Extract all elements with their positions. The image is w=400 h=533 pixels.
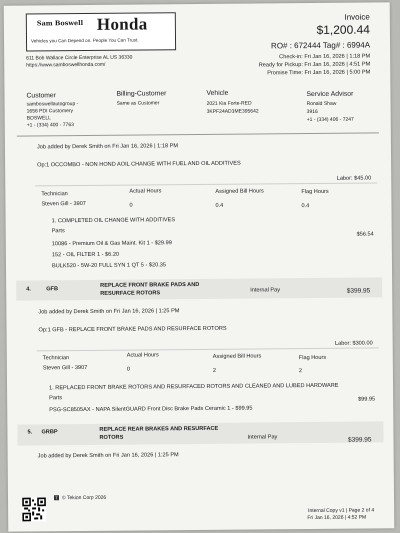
job5-total: $399.95 — [347, 436, 372, 444]
job4-operation: Op:1 GFB - REPLACE FRONT BRAKE PADS AND RESURFACE ROTORS — [38, 325, 227, 334]
job3-part-1: 10086 - Premium Oil & Gas Maint. Kit 1 - $29.99 — [51, 240, 172, 248]
job3-parts-total: $56.54 — [356, 231, 374, 238]
logo-name-big: Honda — [96, 14, 148, 34]
promise-time: Promise Time: Fri Jan 16, 2026 | 5:00 PM — [267, 69, 371, 77]
checkin-time: Check-in: Fri Jan 16, 2026 | 1:18 PM — [279, 53, 371, 61]
vehicle-model: 2021 Kia Forte-RED — [206, 100, 252, 107]
footer-copyright: © Tekion Corp 2026 — [61, 494, 107, 502]
customer-header: Customer — [26, 92, 56, 100]
job4-billed: 2 — [212, 367, 217, 374]
job3-actual: 0 — [129, 202, 133, 209]
invoice-label: Invoice — [344, 12, 370, 22]
job3-col-technician: Technician — [41, 191, 68, 198]
job4-parts-label: Parts — [49, 395, 63, 402]
job3-tech: Steven Gill - 3907 — [41, 200, 86, 208]
billing-value: Same as Customer — [116, 100, 160, 107]
logo-tagline: Vehicles you Can Depend on. People You Can Trust. — [30, 37, 139, 44]
vehicle-vin: 3KPF24AD3ME395642 — [206, 108, 259, 115]
advisor-name: Ronald Shaw — [306, 100, 337, 108]
shop-website: https://www.samboswellhonda.com/ — [26, 61, 106, 69]
job5-number: 5. — [27, 429, 33, 436]
job5-desc-2: ROTORS — [99, 434, 124, 441]
job4-parts-total: $99.95 — [358, 396, 376, 403]
job4-number: 4. — [26, 286, 31, 293]
job3-added-by: Job added by Derek Smith on Fri Jan 16, 2026 | 1:18 PM — [36, 143, 179, 151]
job5-added-by: Job added by Derek Smith on Fri Jan 16, 2026 | 1:25 PM — [37, 452, 179, 460]
advisor-phone: +1 - (334) 406 - 7247 — [306, 116, 354, 124]
job4-part-1: PSG-SC8505AX - NAPA SilentGUARD Front Disc Brake Pads Ceramic 1 - $99.95 — [49, 405, 253, 414]
ro-tag-line: RO# : 672444 Tag# : 6994A — [270, 40, 371, 51]
job5-code: GRBP — [41, 429, 58, 436]
job4-desc-1: REPLACE FRONT BRAKE PADS AND — [100, 281, 200, 289]
tekion-logo-icon: T — [55, 495, 58, 501]
job4-actual: 0 — [126, 366, 131, 373]
job3-billed: 0.4 — [215, 202, 224, 209]
job4-note: 1. REPLACED FRONT BRAKE ROTORS AND RESURFACED ROTORS AND CLEANED AND LUBED HARDWARE — [49, 382, 339, 392]
job3-part-3: BULK520 - 5W-20 FULL SYN 1 QT 5 - $20.35 — [51, 262, 167, 270]
advisor-id: 3916 — [306, 108, 318, 116]
job3-col-billed: Assigned Bill Hours — [215, 188, 264, 195]
job4-col-billed: Assigned Bill Hours — [212, 353, 262, 360]
job4-code: GFB — [46, 286, 59, 293]
qr-code-icon — [22, 497, 46, 521]
customer-line-1: samboswellautogroup - — [26, 101, 79, 108]
job4-header-band — [16, 277, 382, 300]
advisor-header: Service Advisor — [306, 90, 354, 99]
dealer-logo — [26, 12, 176, 51]
job3-labor: Labor: $45.00 — [336, 175, 372, 182]
billing-header: Billing-Customer — [116, 90, 167, 98]
job4-total: $399.95 — [346, 287, 371, 295]
job5-desc-1: REPLACE REAR BRAKES AND RESURFACE — [99, 425, 219, 433]
logo-name-small: Sam Boswell — [36, 19, 84, 28]
invoice-page — [4, 2, 395, 531]
ready-time: Ready for Pickup: Fri Jan 16, 2026 | 4:51 PM — [258, 61, 371, 69]
job4-tech: Steven Gill - 3907 — [42, 364, 88, 372]
job4-col-flag: Flag Hours — [298, 354, 327, 362]
job3-note: 1. COMPLETED OIL CHANGE WITH ADDITIVES — [51, 217, 176, 225]
invoice-amount: $1,200.44 — [316, 22, 370, 37]
customer-phone: +1 - (334) 400 - 7763 — [26, 122, 74, 129]
job4-col-technician: Technician — [42, 355, 70, 362]
footer-copy-date: Fri Jan 16, 2026 | 4:52 PM — [307, 514, 367, 522]
shop-address: 611 Bob Wallace Circle Enterprise AL US 36330 — [26, 54, 133, 62]
vehicle-header: Vehicle — [206, 89, 229, 97]
customer-line-3: BOSWELL — [26, 115, 51, 122]
job4-flag: 2 — [298, 368, 303, 375]
customer-line-2: 1656 PDI Customery — [26, 108, 74, 115]
job3-flag: 0.4 — [301, 203, 310, 210]
footer-copy-page: Internal Copy v1 | Page 2 of 4 — [308, 507, 375, 515]
job4-pay-type: Internal Pay — [250, 287, 281, 294]
job5-pay-type: Internal Pay — [247, 434, 278, 441]
job3-part-2: 152 - OIL FILTER 1 - $6.20 — [51, 251, 120, 259]
job3-parts-label: Parts — [51, 228, 65, 235]
job4-labor: Labor: $300.00 — [335, 340, 373, 347]
job3-col-flag: Flag Hours — [301, 188, 329, 196]
job4-desc-2: RESURFACE ROTORS — [100, 290, 161, 297]
job3-col-actual: Actual Hours — [129, 188, 162, 195]
job4-added-by: Job added by Derek Smith on Fri Jan 16, 2026 | 1:25 PM — [38, 308, 180, 316]
job4-col-actual: Actual Hours — [126, 352, 159, 359]
job3-operation: Op:1 OCCOMBO - NON HOND AOIL CHANGE WITH FUEL AND OIL ADDITIVES — [37, 160, 241, 169]
